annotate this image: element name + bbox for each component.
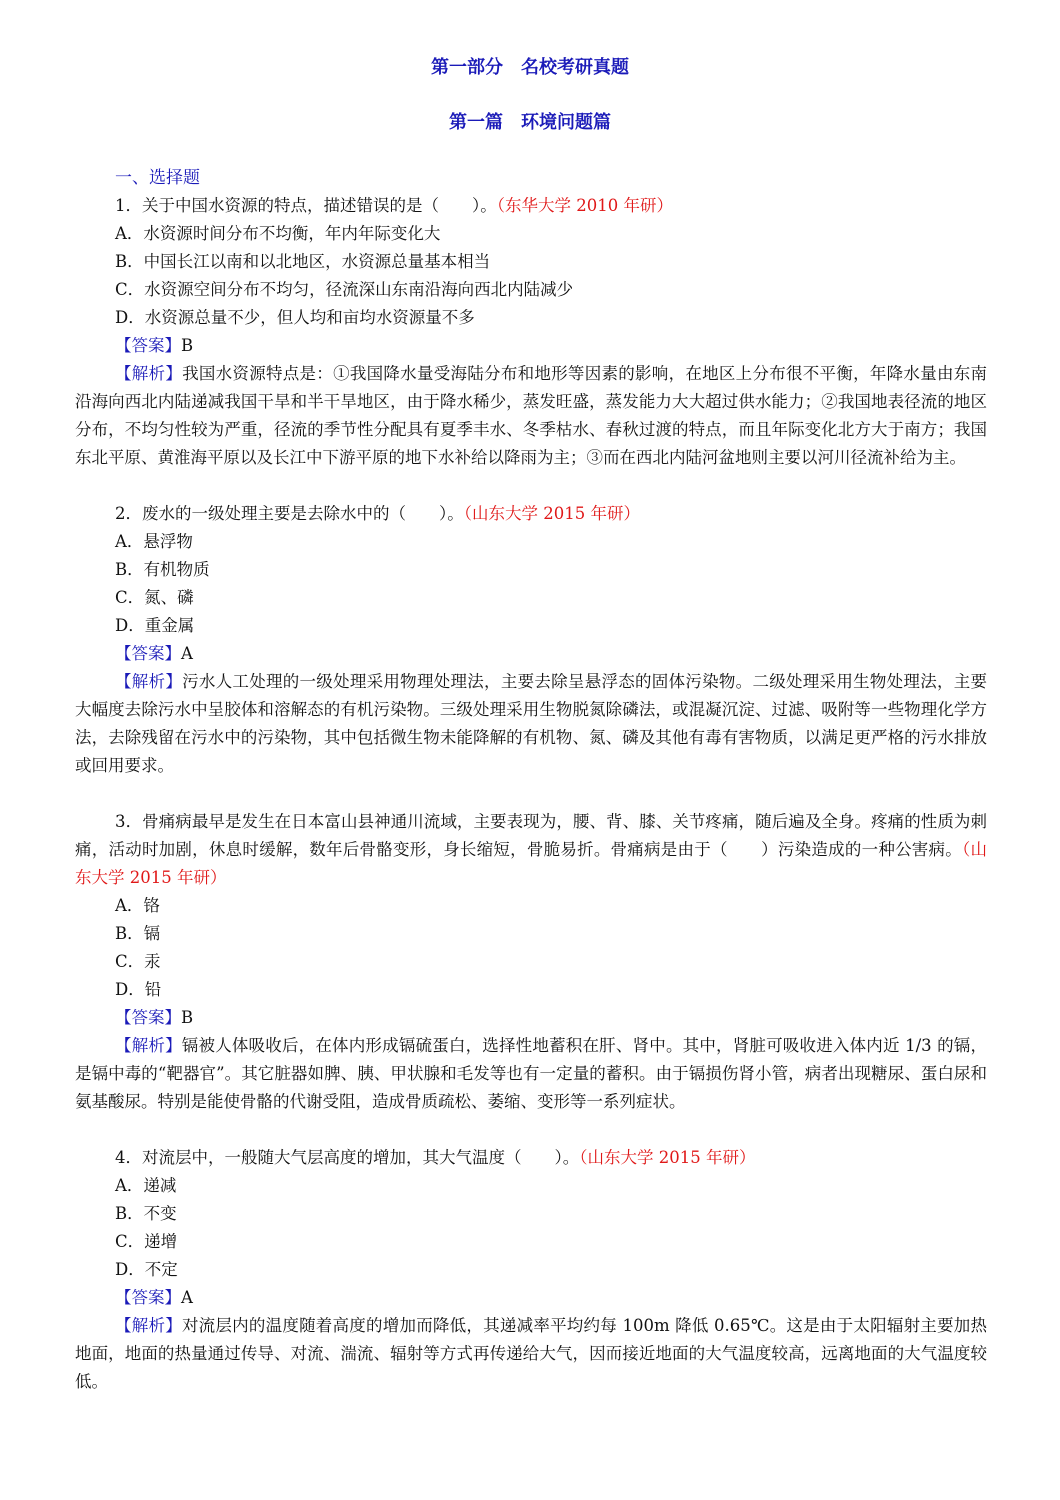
question-stem-text: 4．对流层中，一般随大气层高度的增加，其大气温度（ ）。 [115,1148,580,1167]
analysis-label: 【解析】 [115,364,183,383]
question-2 [75,500,987,780]
question-source: （山东大学 2015 年研） [75,840,988,887]
question-stem [75,808,987,892]
question-stem [75,500,987,528]
option-d: D．重金属 [115,616,195,635]
option-a: A．悬浮物 [115,532,193,551]
question-1 [75,192,987,472]
option-c: C．汞 [115,952,161,971]
analysis-label: 【解析】 [115,1316,182,1335]
answer-value: A [181,1288,193,1307]
analysis-text: 污水人工处理的一级处理采用物理处理法，主要去除呈悬浮态的固体污染物。二级处理采用生物处理法，主要大幅度去除污水中呈胶体和溶解态的有机污染物。三级处理采用生物脱氮除磷法，或混凝沉淀、过滤、吸附等一些物理化学方法，去除残留在污水中的污染物，其中包括微生物未能降解的有机物、氮、磷及其他有毒有害物质，以满足更严格的污水排放或回用要求。 [75,672,988,775]
answer-line [75,1004,987,1032]
answer-line [75,640,987,668]
analysis-line [75,1032,987,1116]
option-b: B．有机物质 [115,560,210,579]
analysis-line [75,668,987,780]
option-c: C．递增 [115,1232,178,1251]
answer-label: 【答案】 [115,1008,181,1027]
option-a: A．铬 [115,896,160,915]
question-list [75,192,987,1424]
part-title: 第一部分 名校考研真题 [431,57,629,78]
question-3 [75,808,987,1116]
option-b: B．中国长江以南和以北地区，水资源总量基本相当 [115,252,491,271]
option-d: D．水资源总量不少，但人均和亩均水资源量不多 [115,308,475,327]
analysis-text: 我国水资源特点是：①我国降水量受海陆分布和地形等因素的影响，在地区上分布很不平衡，年降水量由东南沿海向西北内陆递减我国干旱和半干旱地区，由于降水稀少，蒸发旺盛，蒸发能力大大超过供水能力；②我国地表径流的地区分布，不均匀性较为严重，径流的季节性分配具有夏季丰水、冬季枯水、春秋过渡的特点，而且年际变化北方大于南方；我国东北平原、黄淮海平原以及长江中下游平原的地下水补给以降雨为主；③而在西北内陆河盆地则主要以河川径流补给为主。 [75,364,988,467]
question-stem-text: 2．废水的一级处理主要是去除水中的（ ）。 [115,504,464,523]
analysis-line [75,360,987,472]
answer-label: 【答案】 [115,1288,181,1307]
option-d: D．铅 [115,980,162,999]
answer-value: B [181,1008,194,1027]
answer-label: 【答案】 [115,336,181,355]
question-stem-text: 3．骨痛病最早是发生在日本富山县神通川流域，主要表现为，腰、背、膝、关节疼痛，随后遍及全身。疼痛的性质为刺痛，活动时加剧，休息时缓解，数年后骨骼变形，身长缩短，骨脆易折。骨痛病是由于（ ）污染造成的一种公害病。 [75,812,987,859]
analysis-line [75,1312,987,1396]
option-a: A．递减 [115,1176,177,1195]
section-title: 一、选择题 [115,168,200,188]
question-stem [75,1144,987,1172]
answer-line [75,1284,987,1312]
question-stem [75,192,987,220]
question-source: （东华大学 2010 年研） [496,196,673,215]
chapter-title: 第一篇 环境问题篇 [449,112,611,133]
analysis-text: 镉被人体吸收后，在体内形成镉硫蛋白，选择性地蓄积在肝、肾中。其中，肾脏可吸收进入体内近 1/3 的镉，是镉中毒的“靶器官”。其它脏器如脾、胰、甲状腺和毛发等也有一定量的蓄积。由于镉损伤肾小管，病者出现糖尿、蛋白尿和氨基酸尿。特别是能使骨骼的代谢受阻，造成骨质疏松、萎缩、变形等一系列症状。 [75,1036,987,1111]
option-b: B．不变 [115,1204,177,1223]
analysis-text: 对流层内的温度随着高度的增加而降低，其递减率平均约每 100m 降低 0.65℃。这是由于太阳辐射主要加热地面，地面的热量通过传导、对流、湍流、辐射等方式再传递给大气，因而接近地面的大气温度较高，远离地面的大气温度较低。 [75,1316,987,1391]
answer-value: A [181,644,193,663]
analysis-label: 【解析】 [115,672,183,691]
answer-line [75,332,987,360]
question-4 [75,1144,987,1396]
answer-label: 【答案】 [115,644,181,663]
answer-value: B [181,336,194,355]
question-source: （山东大学 2015 年研） [463,504,640,523]
option-c: C．氮、磷 [115,588,194,607]
option-d: D．不定 [115,1260,178,1279]
question-stem-text: 1．关于中国水资源的特点，描述错误的是（ ）。 [115,196,497,215]
analysis-label: 【解析】 [115,1036,182,1055]
question-source: （山东大学 2015 年研） [579,1148,756,1167]
option-b: B．镉 [115,924,161,943]
option-c: C．水资源空间分布不均匀，径流深山东南沿海向西北内陆减少 [115,280,574,299]
option-a: A．水资源时间分布不均衡，年内年际变化大 [115,224,441,243]
